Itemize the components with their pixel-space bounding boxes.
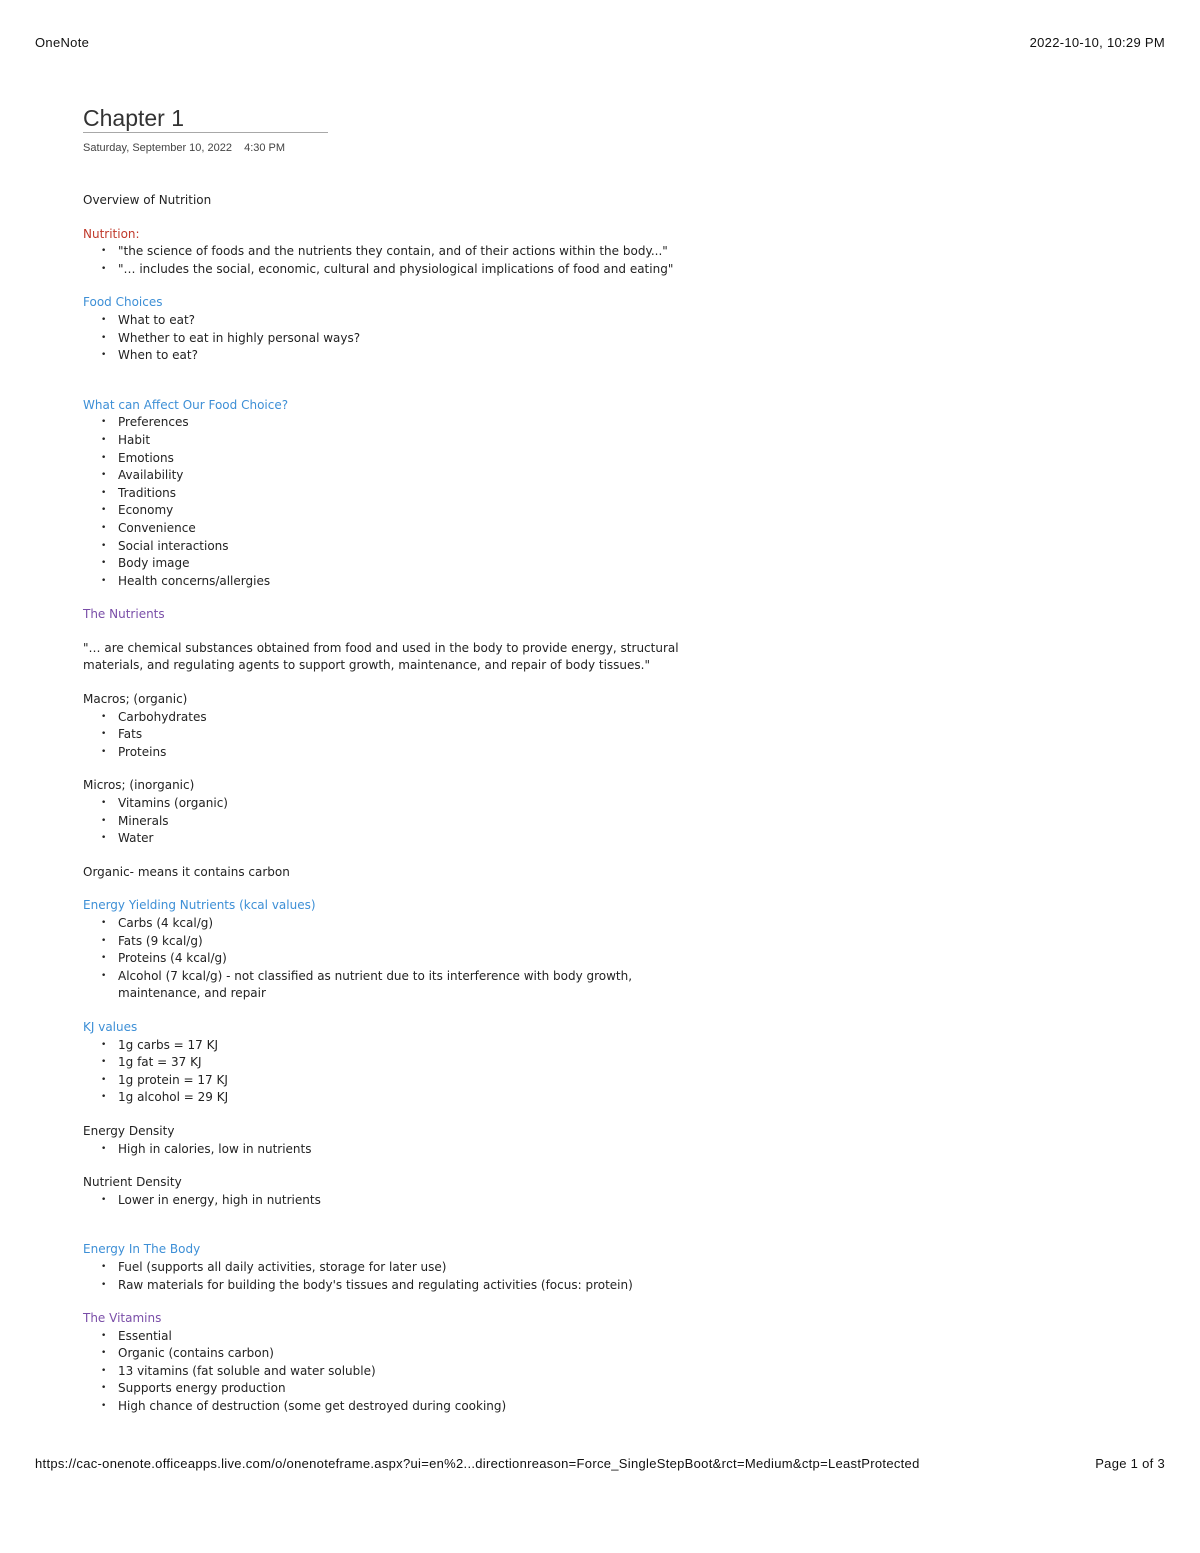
list-item: • Availability [118,467,723,485]
list-item: • 1g alcohol = 29 KJ [118,1089,723,1107]
energy-density-heading: Energy Density [83,1123,175,1138]
list-item: • Fats (9 kcal/g) [118,933,723,951]
list-item: • Carbs (4 kcal/g) [118,915,723,933]
micros-heading: Micros; (inorganic) [83,778,195,793]
list-item: • Traditions [118,485,723,503]
list-item: • Lower in energy, high in nutrients [118,1192,723,1210]
list-item: • When to eat? [118,347,723,365]
list-item: • 1g carbs = 17 KJ [118,1037,723,1055]
affect-heading: What can Affect Our Food Choice? [83,397,289,412]
energy-body-heading: Energy In The Body [83,1242,201,1257]
list-item: • Emotions [118,450,723,468]
vitamins-list [83,1328,723,1416]
kj-heading: KJ values [83,1019,138,1034]
list-item: • Water [118,830,723,848]
list-item: • Proteins [118,744,723,762]
list-item: • Body image [118,555,723,573]
page-date-text: Saturday, September 10, 2022 [83,142,233,154]
nutrients-heading: The Nutrients [83,607,165,622]
list-item: • Essential [118,1328,723,1346]
list-item: • Vitamins (organic) [118,795,723,813]
micros-list [83,795,723,848]
energy-density-list [83,1141,723,1159]
list-item: • Whether to eat in highly personal ways? [118,330,723,348]
footer-url: https://cac-onenote.officeapps.live.com/o/onenoteframe.aspx?ui=en%2...directionreason=Force_SingleStepBoot&rct=Medium&ctp=LeastProtected [35,1456,920,1471]
page-date [83,142,723,154]
nutrition-list [83,243,723,278]
list-item: • Habit [118,432,723,450]
list-item: • Supports energy production [118,1380,723,1398]
page-title: Chapter 1 [83,105,185,131]
list-item: • High in calories, low in nutrients [118,1141,723,1159]
list-item: • Health concerns/allergies [118,573,723,591]
affect-list [83,414,723,590]
macros-list [83,709,723,762]
nutrients-quote: "… are chemical substances obtained from food and used in the body to provide energy, structural materials, and regulating agents to support growth, maintenance, and repair of body tissues." [83,640,679,673]
list-item: • Proteins (4 kcal/g) [118,950,723,968]
title-underline [83,132,328,133]
list-item: • Convenience [118,520,723,538]
list-item: • Alcohol (7 kcal/g) - not classified as nutrient due to its interference with body growth, maintenance, and repair [118,968,638,1003]
nutrition-heading: Nutrition: [83,226,140,241]
list-item: • Raw materials for building the body's tissues and regulating activities (focus: protein) [118,1277,723,1295]
kj-list [83,1037,723,1107]
energy-yielding-heading: Energy Yielding Nutrients (kcal values) [83,898,316,913]
energy-body-list [83,1259,723,1294]
food-choices-heading: Food Choices [83,295,163,310]
list-item: • Fats [118,726,723,744]
list-item: • Social interactions [118,538,723,556]
nutrient-density-list [83,1192,723,1210]
list-item: • 1g fat = 37 KJ [118,1054,723,1072]
list-item: • "… includes the social, economic, cultural and physiological implications of food and eating" [118,261,723,279]
vitamins-heading: The Vitamins [83,1311,162,1326]
list-item: • High chance of destruction (some get destroyed during cooking) [118,1398,723,1416]
list-item: • Preferences [118,414,723,432]
header-app-name: OneNote [35,35,90,50]
list-item: • 1g protein = 17 KJ [118,1072,723,1090]
overview-heading: Overview of Nutrition [83,193,212,207]
list-item: • Fuel (supports all daily activities, storage for later use) [118,1259,723,1277]
list-item: • Economy [118,502,723,520]
macros-heading: Macros; (organic) [83,692,188,707]
header-datetime: 2022-10-10, 10:29 PM [1029,35,1165,50]
list-item: • 13 vitamins (fat soluble and water soluble) [118,1363,723,1381]
organic-note: Organic- means it contains carbon [83,864,290,879]
energy-yielding-list [83,915,723,1003]
list-item: • "the science of foods and the nutrients they contain, and of their actions within the body..." [118,243,723,261]
food-choices-list [83,312,723,365]
list-item: • Minerals [118,813,723,831]
list-item: • Organic (contains carbon) [118,1345,723,1363]
list-item: • Carbohydrates [118,709,723,727]
footer-page-number: Page 1 of 3 [1095,1456,1165,1471]
page-time-text: 4:30 PM [244,142,286,154]
note-page [83,104,723,1416]
list-item: • What to eat? [118,312,723,330]
nutrient-density-heading: Nutrient Density [83,1175,182,1190]
note-content [83,192,723,1416]
